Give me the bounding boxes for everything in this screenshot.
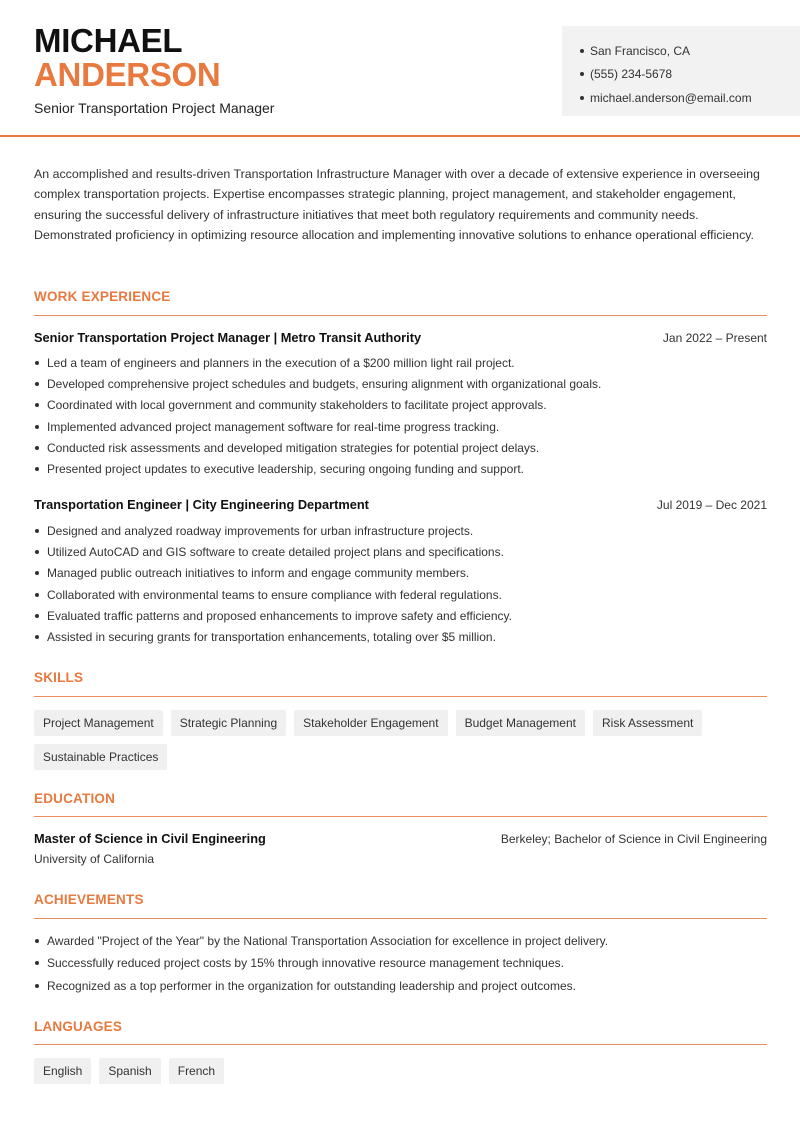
list-item: Assisted in securing grants for transportation enhancements, totaling over $5 million. — [34, 629, 767, 650]
job-bullets — [34, 523, 767, 650]
achievements-heading: ACHIEVEMENTS — [34, 892, 144, 907]
job-dates: Jan 2022 – Present — [662, 331, 767, 345]
list-item: Led a team of engineers and planners in the execution of a $200 million light rail project. — [34, 355, 767, 376]
contact-email[interactable]: michael.anderson@email.com — [580, 86, 800, 110]
list-item: Coordinated with local government and community stakeholders to facilitate project approvals. — [34, 397, 767, 418]
job-role: Senior Transportation Project Manager | Metro Transit Authority — [34, 330, 422, 345]
achievements-list — [34, 933, 767, 1000]
section-divider — [34, 1044, 767, 1045]
job-header — [34, 497, 767, 512]
languages-tags — [34, 1058, 767, 1084]
resume-header — [0, 0, 800, 137]
languages-heading: LANGUAGES — [34, 1019, 123, 1034]
bullet-icon — [580, 96, 584, 100]
skills-heading: SKILLS — [34, 670, 84, 685]
work-experience-heading: WORK EXPERIENCE — [34, 289, 171, 304]
language-tag: English — [34, 1058, 91, 1084]
list-item: Successfully reduced project costs by 15% through innovative resource management techniques. — [34, 955, 767, 977]
list-item: Awarded "Project of the Year" by the National Transportation Association for excellence in project delivery. — [34, 933, 767, 955]
section-divider — [34, 816, 767, 817]
skill-tag: Strategic Planning — [171, 710, 286, 736]
section-divider — [34, 918, 767, 919]
job-dates: Jul 2019 – Dec 2021 — [656, 498, 767, 512]
bullet-icon — [580, 72, 584, 76]
contact-phone: (555) 234-5678 — [580, 63, 800, 87]
first-name: MICHAEL — [34, 22, 183, 59]
list-item: Evaluated traffic patterns and proposed enhancements to improve safety and efficiency. — [34, 608, 767, 629]
list-item: Utilized AutoCAD and GIS software to create detailed project plans and specifications. — [34, 544, 767, 565]
skills-tags — [34, 710, 714, 770]
skill-tag: Stakeholder Engagement — [294, 710, 447, 736]
summary: An accomplished and results-driven Transportation Infrastructure Manager with over a decade of extensive experience in overseeing complex transportation projects. Expertise encompasses strategic planning, project management, and stakeholder engagement, ensuring the successful delivery of infrastructure initiatives that meet both regulatory requirements and community needs. Demonstrated proficiency in optimizing resource allocation and implementing innovative solutions to enhance operational efficiency. — [34, 167, 760, 242]
degree-detail: Berkeley; Bachelor of Science in Civil Engineering — [500, 832, 767, 846]
job-role: Transportation Engineer | City Engineering Department — [34, 497, 369, 512]
bullet-icon — [580, 49, 584, 53]
job-title: Senior Transportation Project Manager — [34, 100, 275, 116]
list-item: Recognized as a top performer in the organization for outstanding leadership and project outcomes. — [34, 978, 767, 1000]
education-heading: EDUCATION — [34, 791, 116, 806]
section-divider — [34, 315, 767, 316]
contact-box — [562, 26, 800, 116]
education-row — [34, 831, 767, 846]
skill-tag: Risk Assessment — [593, 710, 702, 736]
job-header — [34, 330, 767, 345]
list-item: Presented project updates to executive leadership, securing ongoing funding and support. — [34, 461, 767, 482]
list-item: Collaborated with environmental teams to ensure compliance with federal regulations. — [34, 587, 767, 608]
list-item: Managed public outreach initiatives to inform and engage community members. — [34, 565, 767, 586]
skill-tag: Sustainable Practices — [34, 744, 167, 770]
section-divider — [34, 696, 767, 697]
list-item: Implemented advanced project management software for real-time progress tracking. — [34, 419, 767, 440]
degree: Master of Science in Civil Engineering — [34, 831, 266, 846]
list-item: Designed and analyzed roadway improvements for urban infrastructure projects. — [34, 523, 767, 544]
school: University of California — [34, 852, 155, 866]
language-tag: French — [169, 1058, 224, 1084]
last-name: ANDERSON — [34, 56, 221, 93]
contact-location: San Francisco, CA — [580, 39, 800, 63]
list-item: Developed comprehensive project schedules and budgets, ensuring alignment with organizational goals. — [34, 376, 767, 397]
language-tag: Spanish — [99, 1058, 160, 1084]
job-bullets — [34, 355, 767, 482]
skill-tag: Project Management — [34, 710, 163, 736]
skill-tag: Budget Management — [456, 710, 585, 736]
list-item: Conducted risk assessments and developed mitigation strategies for potential project delays. — [34, 440, 767, 461]
